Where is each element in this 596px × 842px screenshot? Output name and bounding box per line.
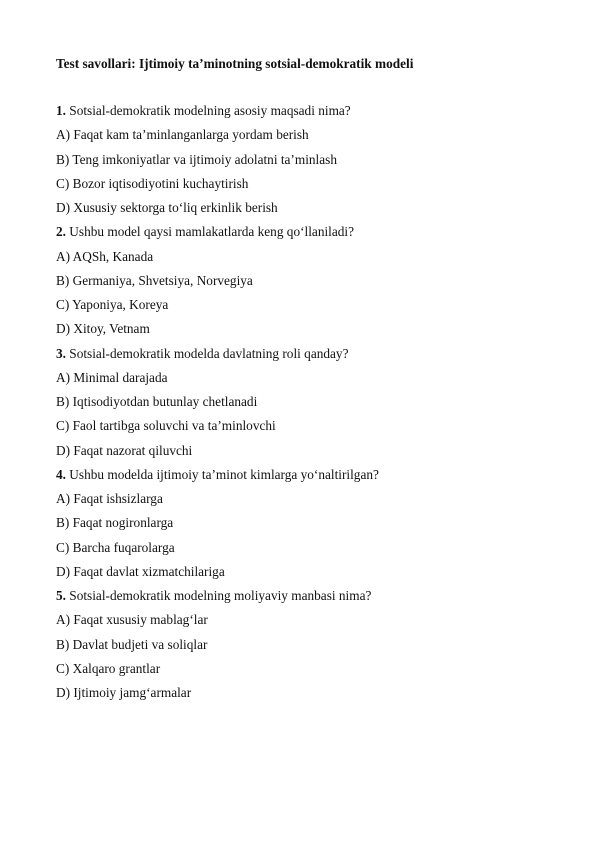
answer-option: C) Yaponiya, Koreya xyxy=(56,297,169,312)
question-text: Ushbu modelda ijtimoiy ta’minot kimlarga yo‘naltirilgan? xyxy=(65,466,379,482)
question-text: Sotsial-demokratik modelning moliyaviy manbasi nima? xyxy=(65,588,372,603)
question-line xyxy=(56,99,556,123)
answer-option: A) Faqat ishsizlarga xyxy=(56,491,163,506)
question-block xyxy=(56,99,556,220)
answer-option: B) Faqat nogironlarga xyxy=(56,515,174,531)
answer-option: B) Germaniya, Shvetsiya, Norvegiya xyxy=(56,272,253,288)
answer-option: D) Ijtimoiy jamg‘armalar xyxy=(56,685,192,700)
answer-option: A) Faqat kam ta’minlanganlarga yordam berish xyxy=(56,127,309,143)
answer-option: A) Faqat xususiy mablag‘lar xyxy=(56,612,208,628)
answer-option: D) Faqat davlat xizmatchilariga xyxy=(56,563,225,579)
question-number: 2. xyxy=(56,224,66,240)
answer-option: D) Xitoy, Vetnam xyxy=(56,321,150,337)
question-block xyxy=(56,342,556,463)
question-text: Sotsial-demokratik modelda davlatning roli qanday? xyxy=(65,345,349,361)
question-number: 1. xyxy=(56,103,66,118)
answer-option: B) Iqtisodiyotdan butunlay chetlanadi xyxy=(56,394,258,409)
page-title: Test savollari: Ijtimoiy ta’minotning sotsial-demokratik modeli xyxy=(56,56,414,71)
answer-option: C) Xalqaro grantlar xyxy=(56,660,161,676)
question-block xyxy=(56,463,556,584)
question-block xyxy=(56,584,556,705)
document-page xyxy=(56,56,556,705)
question-number: 3. xyxy=(56,345,66,361)
answer-option: C) Barcha fuqarolarga xyxy=(56,539,175,555)
question-text: Ushbu model qaysi mamlakatlarda keng qo‘llaniladi? xyxy=(65,224,355,240)
answer-option: D) Faqat nazorat qiluvchi xyxy=(56,442,193,458)
question-text: Sotsial-demokratik modelning asosiy maqsadi nima? xyxy=(65,103,351,118)
question-line xyxy=(56,342,556,366)
question-line xyxy=(56,584,556,608)
answer-option: A) Minimal darajada xyxy=(56,369,168,385)
answer-option: C) Bozor iqtisodiyotini kuchaytirish xyxy=(56,175,249,191)
question-number: 5. xyxy=(56,588,66,603)
question-line xyxy=(56,220,556,244)
answer-option: C) Faol tartibga soluvchi va ta’minlovchi xyxy=(56,418,276,434)
question-block xyxy=(56,220,556,341)
answer-option: B) Teng imkoniyatlar va ijtimoiy adolatni ta’minlash xyxy=(56,151,337,167)
answer-option: A) AQSh, Kanada xyxy=(56,248,154,264)
question-line xyxy=(56,463,556,487)
question-number: 4. xyxy=(56,466,66,482)
answer-option: D) Xususiy sektorga to‘liq erkinlik berish xyxy=(56,200,278,215)
answer-option: B) Davlat budjeti va soliqlar xyxy=(56,636,208,652)
